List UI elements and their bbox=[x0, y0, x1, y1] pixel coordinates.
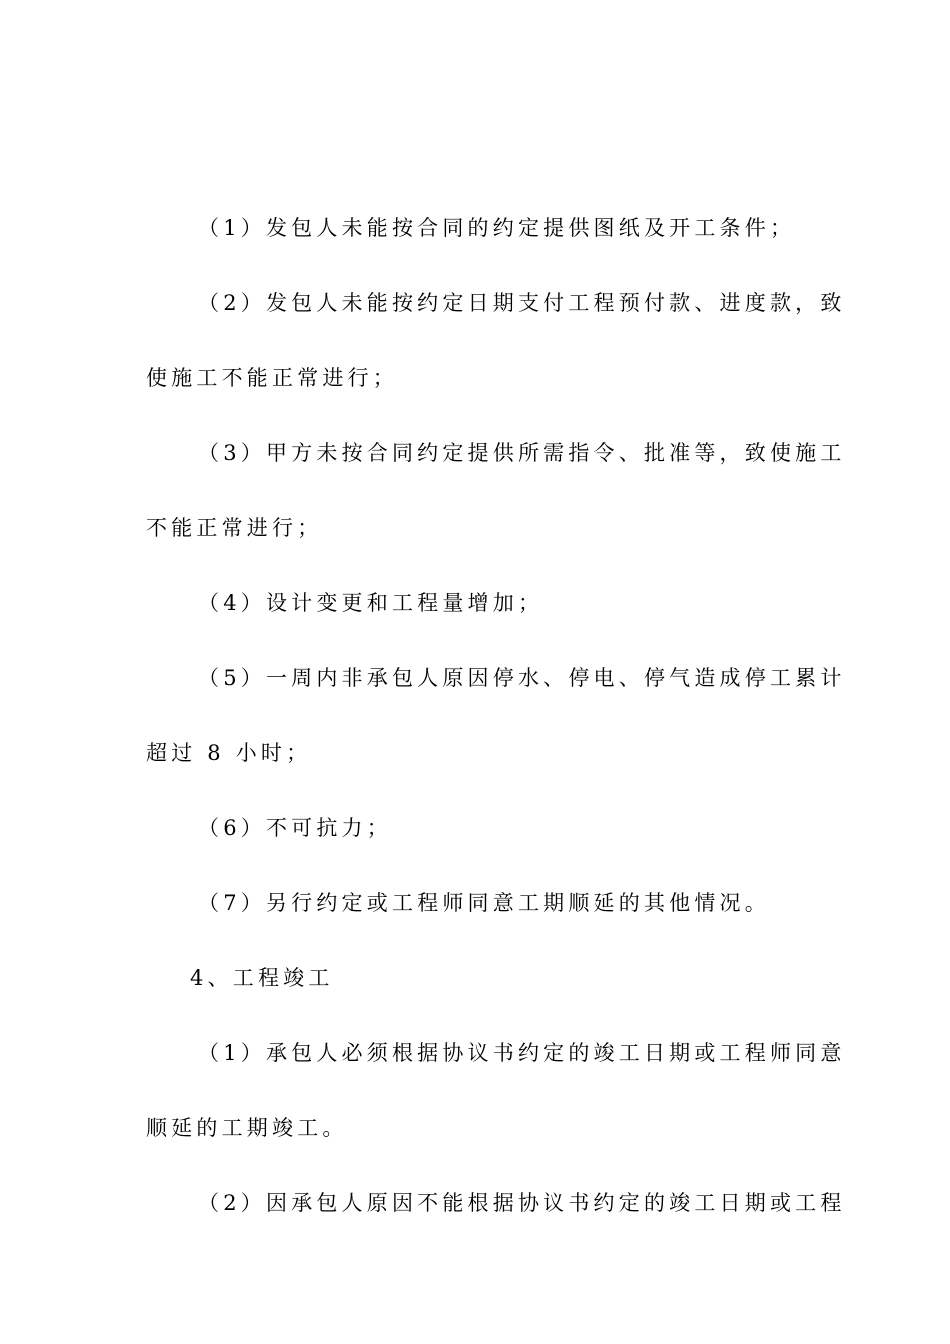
section-heading: 4、工程竣工 bbox=[190, 966, 334, 990]
paragraph-item-1: （1）发包人未能按合同的约定提供图纸及开工条件； bbox=[198, 216, 796, 240]
paragraph-item-4: （4）设计变更和工程量增加； bbox=[198, 591, 544, 615]
paragraph-completion-2-line-1: （2）因承包人原因不能根据协议书约定的竣工日期或工程 bbox=[198, 1191, 846, 1215]
paragraph-item-5-line-2: 超过 8 小时； bbox=[146, 741, 312, 765]
paragraph-completion-1-line-2: 顺延的工期竣工。 bbox=[146, 1116, 348, 1140]
paragraph-item-6: （6）不可抗力； bbox=[198, 816, 392, 840]
paragraph-item-3-line-2: 不能正常进行； bbox=[146, 516, 323, 540]
paragraph-item-5-line-1: （5）一周内非承包人原因停水、停电、停气造成停工累计 bbox=[198, 666, 846, 690]
paragraph-completion-1-line-1: （1）承包人必须根据协议书约定的竣工日期或工程师同意 bbox=[198, 1041, 846, 1065]
paragraph-item-7: （7）另行约定或工程师同意工期顺延的其他情况。 bbox=[198, 891, 770, 915]
paragraph-item-2-line-2: 使施工不能正常进行； bbox=[146, 366, 398, 390]
paragraph-item-2-line-1: （2）发包人未能按约定日期支付工程预付款、进度款，致 bbox=[198, 291, 846, 315]
paragraph-item-3-line-1: （3）甲方未按合同约定提供所需指令、批准等，致使施工 bbox=[198, 441, 846, 465]
